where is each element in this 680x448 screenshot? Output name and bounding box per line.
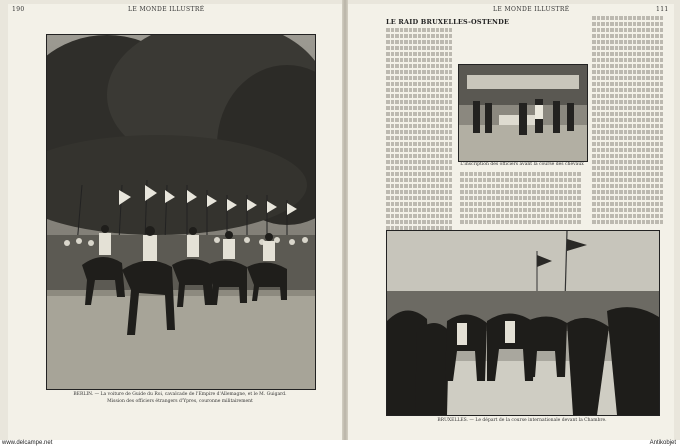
left-caption-line-2: Mission des officiers étrangers d'Ypres, couronne militairement: [107, 399, 253, 404]
watermark-left: www.delcampe.net: [2, 440, 53, 446]
article-title: LE RAID BRUXELLES-OSTENDE: [386, 18, 510, 26]
brussels-caption: BRUXELLES. — Le départ de la course internationale devant la Chambre.: [437, 418, 607, 423]
left-caption-line-1: BERLIN. — La voiture de Guide du Roi, cavalcade de l'Empire d'Allemagne, et le M. Guigard.: [73, 392, 287, 397]
text-column-right: [592, 16, 664, 226]
text-column-middle: [460, 172, 582, 226]
left-page-number: 190: [12, 6, 25, 13]
left-running-head: LE MONDE ILLUSTRÉ: [128, 6, 205, 13]
text-column-left: [386, 28, 452, 232]
brussels-race-photo: [386, 230, 660, 416]
right-page: [348, 4, 674, 440]
berlin-parade-illustration: [47, 35, 315, 389]
registration-illustration: [459, 65, 587, 161]
right-page-number: 111: [656, 6, 669, 13]
brussels-race-illustration: [387, 231, 659, 415]
berlin-parade-photo: [46, 34, 316, 390]
watermark-right: Antikobjet: [649, 440, 676, 446]
watermark-footer: [0, 440, 680, 448]
registration-photo: [458, 64, 588, 162]
registration-caption: L'inscription des officiers avant la course des chevaux: [460, 162, 584, 167]
left-page: [8, 4, 342, 440]
right-running-head: LE MONDE ILLUSTRÉ: [493, 6, 570, 13]
